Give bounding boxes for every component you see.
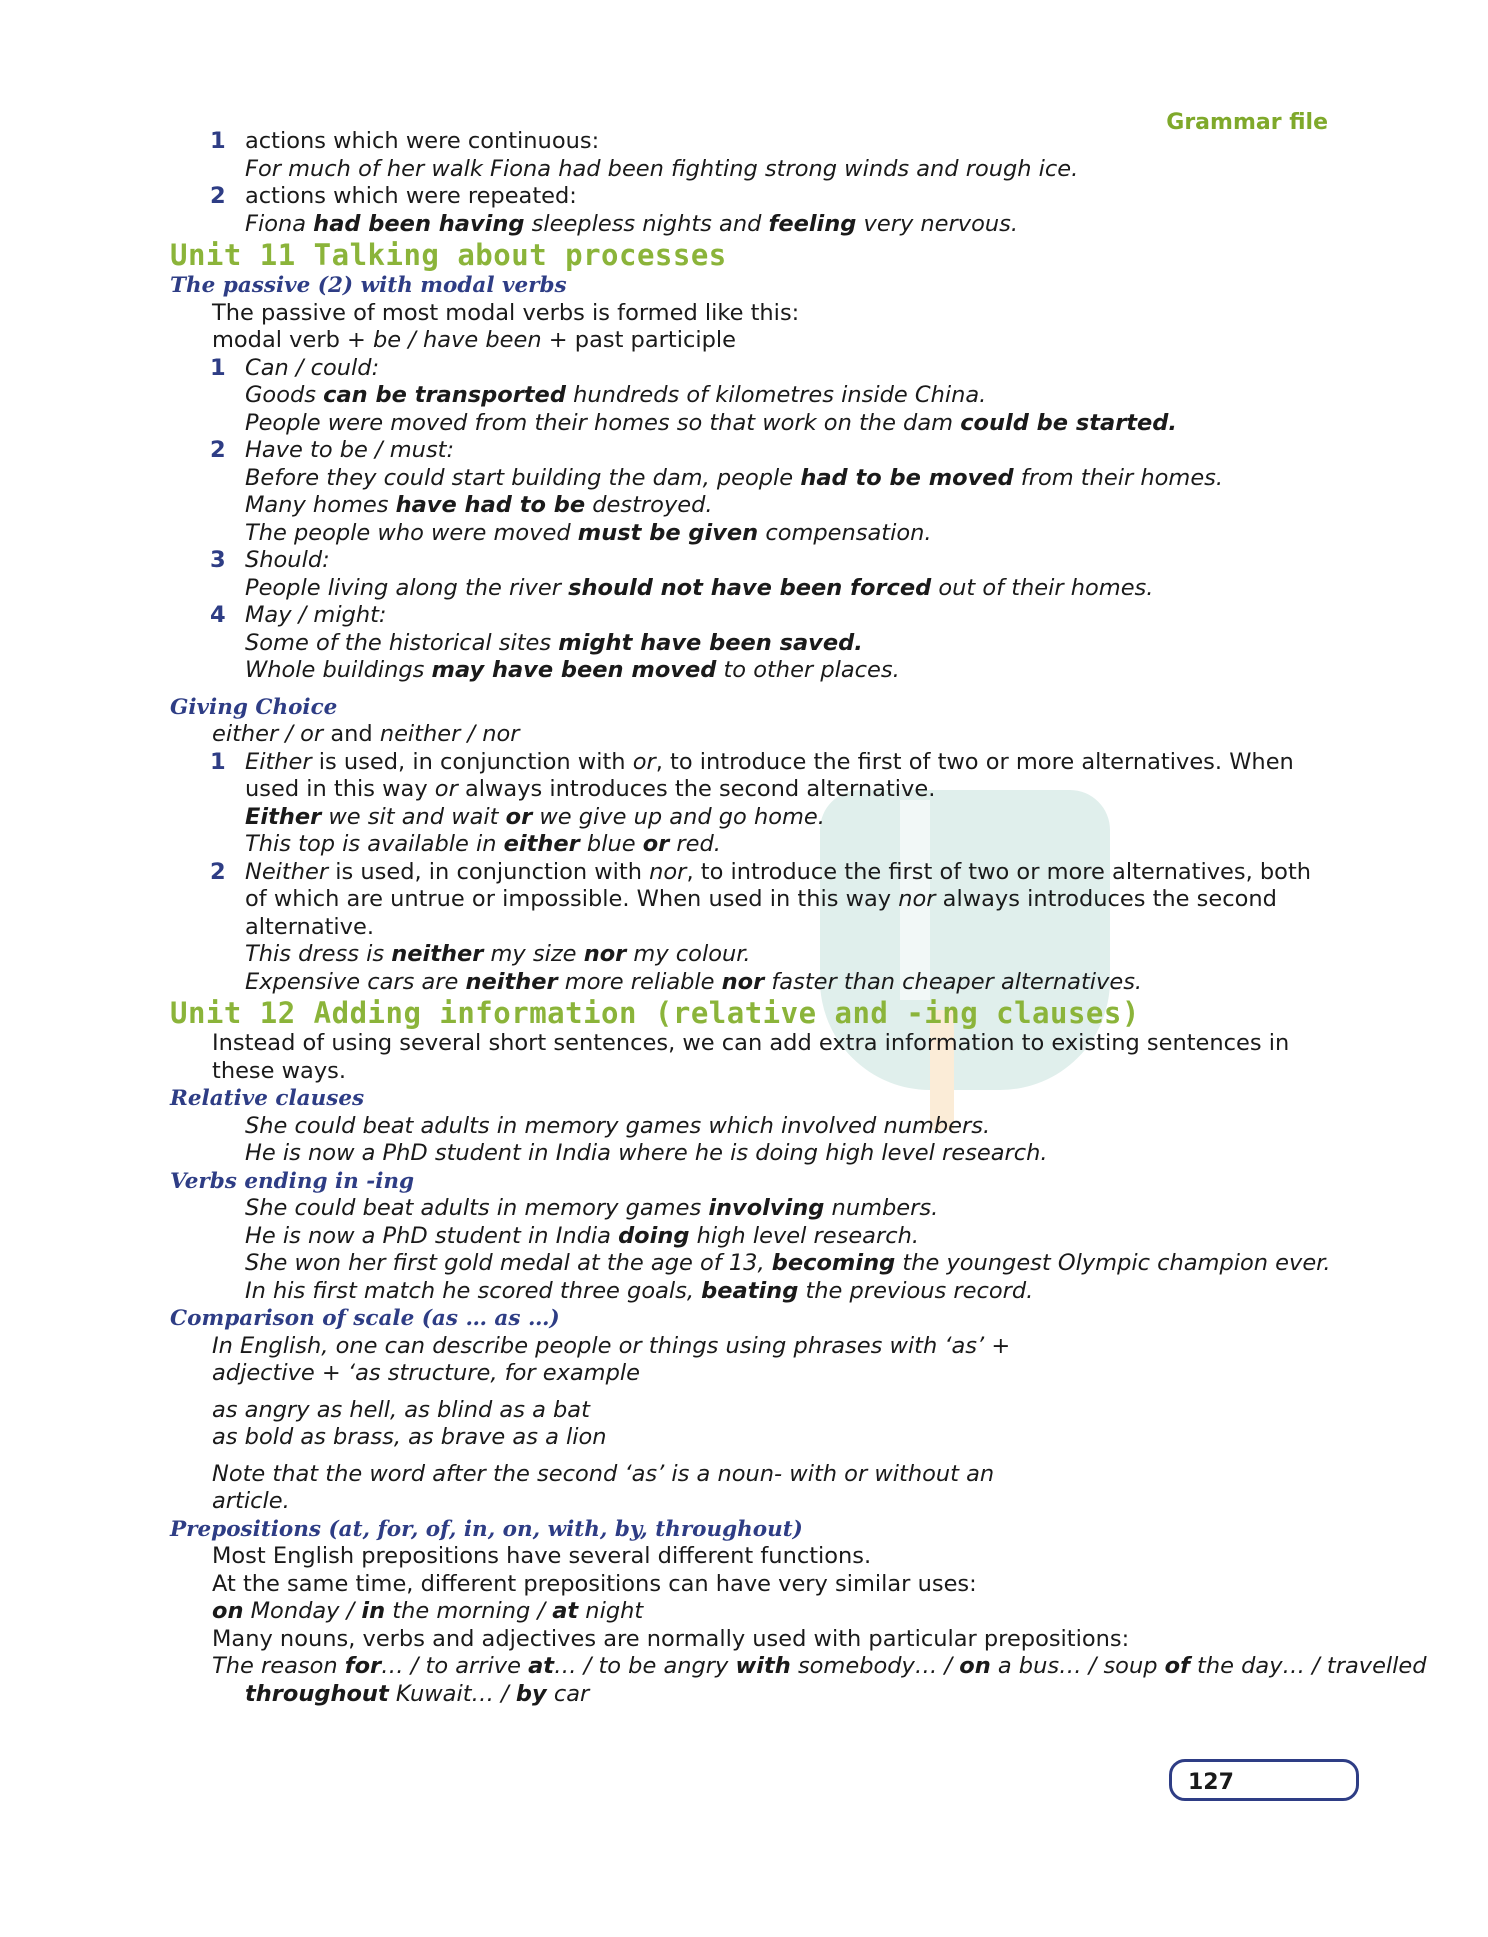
example-line: The people who were moved must be given compensation. bbox=[245, 519, 932, 546]
example-line: as angry as hell, as blind as a bat bbox=[212, 1396, 590, 1423]
text-line: The passive of most modal verbs is formed like this: bbox=[212, 299, 800, 326]
text-line: At the same time, different prepositions can have very similar uses: bbox=[212, 1570, 977, 1597]
text-line: alternative. bbox=[245, 913, 374, 940]
example-line: Before they could start building the dam, people had to be moved from their homes. bbox=[245, 464, 1224, 491]
running-head: Grammar file bbox=[1166, 110, 1328, 135]
list-item: 1 actions which were continuous: bbox=[210, 128, 600, 154]
text-line: of which are untrue or impossible. When used in this way nor always introduces the second bbox=[245, 886, 1277, 912]
section-heading: The passive (2) with modal verbs bbox=[170, 273, 567, 298]
example-line: throughout Kuwait… / by car bbox=[245, 1680, 590, 1707]
example-line: as bold as brass, as brave as a lion bbox=[212, 1424, 607, 1450]
example-line: on Monday / in the morning / at night bbox=[212, 1598, 644, 1624]
formula-line: modal verb + be / have been + past participle bbox=[212, 327, 736, 353]
list-item: 2 Neither is used, in conjunction with nor, to introduce the first of two or more alternatives, both bbox=[210, 858, 1312, 885]
section-heading: Prepositions (at, for, of, in, on, with, by, throughout) bbox=[170, 1516, 803, 1542]
example-line: For much of her walk Fiona had been fighting strong winds and rough ice. bbox=[245, 155, 1079, 182]
text-line: Most English prepositions have several different functions. bbox=[212, 1543, 872, 1569]
list-item: 1 Can / could: bbox=[210, 354, 380, 381]
example-line: Fiona had been having sleepless nights and feeling very nervous. bbox=[245, 210, 1018, 237]
example-line: She could beat adults in memory games involving numbers. bbox=[245, 1195, 939, 1221]
text-line: these ways. bbox=[212, 1057, 347, 1084]
section-heading: Giving Choice bbox=[170, 694, 338, 720]
list-item: 2 Have to be / must: bbox=[210, 437, 455, 463]
text-line: In English, one can describe people or things using phrases with ‘as’ + bbox=[212, 1332, 1011, 1359]
grammar-content bbox=[170, 128, 1427, 1708]
example-line: In his first match he scored three goals, beating the previous record. bbox=[245, 1277, 1034, 1304]
example-line: People living along the river should not have been forced out of their homes. bbox=[245, 574, 1154, 601]
example-line: Whole buildings may have been moved to other places. bbox=[245, 657, 900, 683]
text-line: Instead of using several short sentences, we can add extra information to existing sentences in bbox=[212, 1030, 1290, 1056]
section-heading: Comparison of scale (as … as …) bbox=[170, 1306, 560, 1331]
example-line: Either we sit and wait or we give up and go home. bbox=[245, 803, 825, 830]
example-line: She could beat adults in memory games which involved numbers. bbox=[245, 1112, 991, 1139]
example-line: This dress is neither my size nor my colour. bbox=[245, 941, 751, 967]
example-line: He is now a PhD student in India doing high level research. bbox=[245, 1222, 919, 1249]
example-line: Many homes have had to be destroyed. bbox=[245, 492, 713, 518]
list-item: 2 actions which were repeated: bbox=[210, 183, 577, 209]
unit-11-heading: Unit 11 Talking about processes bbox=[170, 238, 727, 272]
example-line: People were moved from their homes so that work on the dam could be started. bbox=[245, 409, 1177, 436]
text-line: Note that the word after the second ‘as’ is a noun- with or without an bbox=[212, 1460, 995, 1487]
text-line: article. bbox=[212, 1488, 290, 1514]
text-line: used in this way or always introduces the second alternative. bbox=[245, 776, 936, 802]
text-line: adjective + ‘as structure, for example bbox=[212, 1360, 640, 1386]
section-heading: Verbs ending in -ing bbox=[170, 1168, 415, 1194]
example-line: Expensive cars are neither more reliable nor faster than cheaper alternatives. bbox=[245, 968, 1143, 995]
list-item: 3 Should: bbox=[210, 547, 330, 573]
list-item: 1 Either is used, in conjunction with or, to introduce the first of two or more alternatives. When bbox=[210, 748, 1294, 775]
example-line: Goods can be transported hundreds of kilometres inside China. bbox=[245, 382, 987, 408]
text-line: either / or and neither / nor bbox=[212, 721, 520, 747]
page-number: 127 bbox=[1169, 1759, 1359, 1801]
example-line: The reason for… / to arrive at… / to be angry with somebody… / on a bus… / soup of the day… / travelled bbox=[212, 1653, 1427, 1679]
example-line: Some of the historical sites might have been saved. bbox=[245, 629, 863, 656]
example-line: She won her first gold medal at the age of 13, becoming the youngest Olympic champion ever. bbox=[245, 1250, 1331, 1276]
example-line: He is now a PhD student in India where he is doing high level research. bbox=[245, 1140, 1048, 1166]
unit-12-heading: Unit 12 Adding information (relative and -ing clauses) bbox=[170, 996, 1140, 1030]
example-line: This top is available in either blue or red. bbox=[245, 831, 721, 857]
list-item: 4 May / might: bbox=[210, 602, 387, 628]
section-heading: Relative clauses bbox=[170, 1086, 365, 1111]
text-line: Many nouns, verbs and adjectives are normally used with particular prepositions: bbox=[212, 1625, 1130, 1652]
